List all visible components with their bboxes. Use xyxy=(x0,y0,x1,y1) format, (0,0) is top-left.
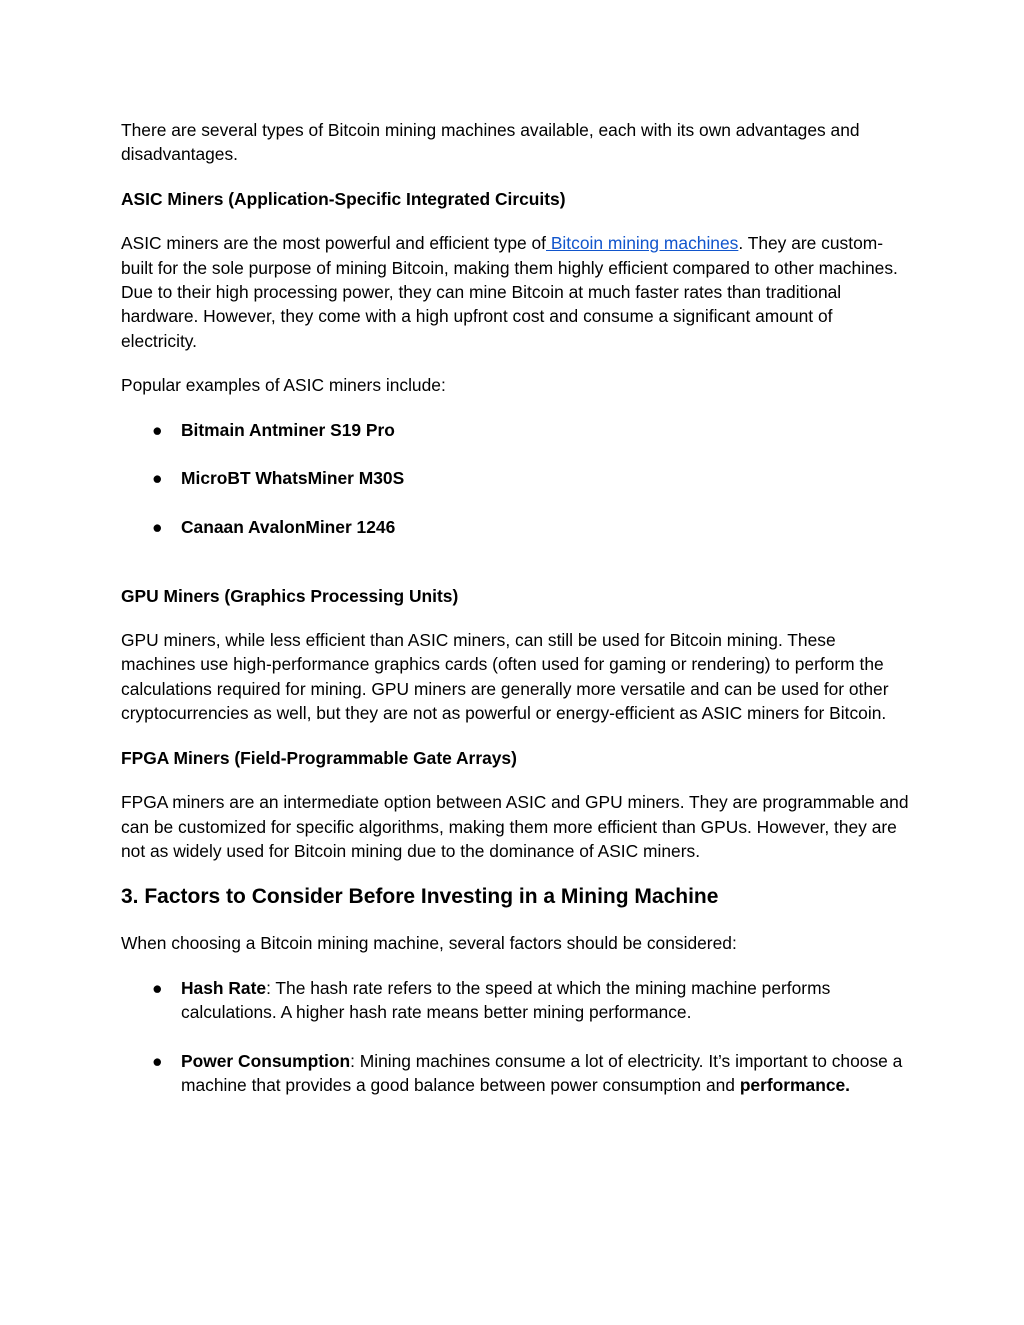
list-item-label: Bitmain Antminer S19 Pro xyxy=(181,419,395,440)
spacer xyxy=(121,560,911,584)
fpga-paragraph: FPGA miners are an intermediate option between ASIC and GPU miners. They are programmable and can be customized for specific algorithms, making them more efficient than GPUs. However, they are not as widely used for Bitcoin mining due to the dominance of ASIC miners. xyxy=(121,792,909,861)
fpga-heading: FPGA Miners (Field-Programmable Gate Arrays) xyxy=(121,747,517,768)
asic-paragraph-text-end: . They are custom-built for the sole purpose of mining Bitcoin, making them highly efficient compared to other machines. Due to their high processing power, they can mine Bitcoin at much faster rates than traditional hardware. However, they come with a high upfront cost and consume a significant amount of electricity. xyxy=(121,233,898,351)
bullet-icon: ● xyxy=(152,977,163,998)
factor-description: : Mining machines consume a lot of electricity. It’s important to choose a machine that provides a good balance between power consumption and xyxy=(181,1050,903,1096)
intro-paragraph: There are several types of Bitcoin mining machines available, each with its own advantages and disadvantages. xyxy=(121,120,860,165)
factors-list xyxy=(121,976,911,1098)
factors-section-heading: 3. Factors to Consider Before Investing in a Mining Machine xyxy=(121,885,719,909)
bitcoin-mining-machines-link[interactable]: Bitcoin mining machines xyxy=(546,233,739,254)
factor-term: Hash Rate xyxy=(181,977,267,998)
list-item xyxy=(121,515,911,539)
list-item xyxy=(121,976,911,1025)
gpu-heading: GPU Miners (Graphics Processing Units) xyxy=(121,585,459,606)
asic-examples-list xyxy=(121,418,911,540)
list-item-label: Canaan AvalonMiner 1246 xyxy=(181,517,396,538)
bullet-icon: ● xyxy=(152,419,163,440)
factor-term: Power Consumption xyxy=(181,1050,351,1071)
bullet-icon: ● xyxy=(152,1050,163,1071)
factor-description: : The hash rate refers to the speed at which the mining machine performs calculations. A higher hash rate means better mining performance. xyxy=(181,977,831,1023)
asic-paragraph-text-start: ASIC miners are the most powerful and efficient type of xyxy=(121,233,546,254)
bullet-icon: ● xyxy=(152,517,163,538)
gpu-paragraph: GPU miners, while less efficient than ASIC miners, can still be used for Bitcoin mining. These machines use high-performance graphics cards (often used for gaming or rendering) to perform the calculations required for mining. GPU miners are generally more versatile and can be used for other cryptocurrencies as well, but they are not as powerful or energy-efficient as ASIC miners for Bitcoin. xyxy=(121,630,889,724)
list-item-label: MicroBT WhatsMiner M30S xyxy=(181,468,405,489)
list-item xyxy=(121,1049,911,1098)
asic-heading: ASIC Miners (Application-Specific Integrated Circuits) xyxy=(121,188,566,209)
list-item xyxy=(121,418,911,442)
asic-examples-intro: Popular examples of ASIC miners include: xyxy=(121,375,446,396)
document-page xyxy=(121,118,911,1122)
asic-paragraph xyxy=(121,231,911,353)
factors-intro: When choosing a Bitcoin mining machine, several factors should be considered: xyxy=(121,933,737,954)
list-item xyxy=(121,466,911,490)
factor-description-bold-tail: performance. xyxy=(739,1075,850,1096)
bullet-icon: ● xyxy=(152,468,163,489)
